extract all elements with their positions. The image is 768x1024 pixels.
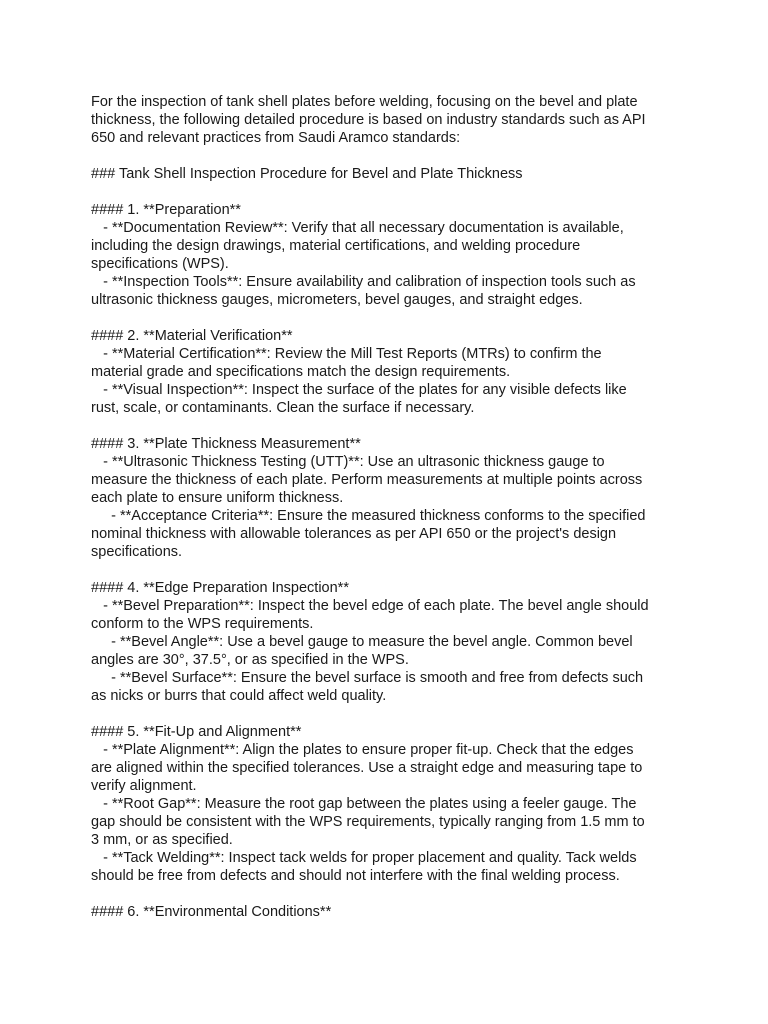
section-line: nominal thickness with allowable tolerances as per API 650 or the project's design: [91, 526, 617, 542]
section-line: are aligned within the specified tolerances. Use a straight edge and measuring tape to: [91, 760, 643, 776]
document-title: ### Tank Shell Inspection Procedure for Bevel and Plate Thickness: [91, 166, 523, 182]
document-body: [91, 93, 681, 939]
section-line: including the design drawings, material certifications, and welding procedure: [91, 238, 581, 254]
section-heading: #### 4. **Edge Preparation Inspection**: [91, 580, 349, 596]
section-line: - **Inspection Tools**: Ensure availability and calibration of inspection tools such as: [91, 274, 636, 290]
section-heading: #### 6. **Environmental Conditions**: [91, 904, 332, 920]
section-heading: #### 5. **Fit-Up and Alignment**: [91, 724, 302, 740]
section-line: each plate to ensure uniform thickness.: [91, 490, 344, 506]
intro-line: For the inspection of tank shell plates before welding, focusing on the bevel and plate: [91, 94, 638, 110]
section-line: as nicks or burrs that could affect weld quality.: [91, 688, 387, 704]
section-line: specifications.: [91, 544, 183, 560]
intro-line: 650 and relevant practices from Saudi Aramco standards:: [91, 130, 461, 146]
section-line: measure the thickness of each plate. Perform measurements at multiple points across: [91, 472, 643, 488]
section-fit-up-alignment: [91, 723, 681, 885]
intro-paragraph: [91, 93, 681, 147]
section-line: 3 mm, or as specified.: [91, 832, 233, 848]
section-line: conform to the WPS requirements.: [91, 616, 314, 632]
section-line: - **Acceptance Criteria**: Ensure the measured thickness conforms to the specified: [91, 508, 646, 524]
section-line: - **Bevel Preparation**: Inspect the bevel edge of each plate. The bevel angle should: [91, 598, 649, 614]
section-line: - **Root Gap**: Measure the root gap between the plates using a feeler gauge. The: [91, 796, 637, 812]
section-line: - **Visual Inspection**: Inspect the surface of the plates for any visible defects like: [91, 382, 627, 398]
section-line: angles are 30°, 37.5°, or as specified in the WPS.: [91, 652, 409, 668]
section-line: should be free from defects and should not interfere with the final welding process.: [91, 868, 620, 884]
section-preparation: [91, 201, 681, 309]
section-edge-preparation: [91, 579, 681, 705]
section-material-verification: [91, 327, 681, 417]
section-line: - **Plate Alignment**: Align the plates to ensure proper fit-up. Check that the edges: [91, 742, 634, 758]
section-line: specifications (WPS).: [91, 256, 229, 272]
section-line: rust, scale, or contaminants. Clean the surface if necessary.: [91, 400, 475, 416]
section-line: material grade and specifications match the design requirements.: [91, 364, 511, 380]
section-line: - **Tack Welding**: Inspect tack welds for proper placement and quality. Tack welds: [91, 850, 637, 866]
section-line: - **Material Certification**: Review the Mill Test Reports (MTRs) to confirm the: [91, 346, 602, 362]
section-line: ultrasonic thickness gauges, micrometers, bevel gauges, and straight edges.: [91, 292, 583, 308]
section-plate-thickness: [91, 435, 681, 561]
section-heading: #### 3. **Plate Thickness Measurement**: [91, 436, 361, 452]
intro-line: thickness, the following detailed procedure is based on industry standards such as API: [91, 112, 646, 128]
section-line: - **Ultrasonic Thickness Testing (UTT)**: Use an ultrasonic thickness gauge to: [91, 454, 605, 470]
section-line: - **Documentation Review**: Verify that all necessary documentation is available,: [91, 220, 624, 236]
section-line: gap should be consistent with the WPS requirements, typically ranging from 1.5 mm to: [91, 814, 645, 830]
section-line: verify alignment.: [91, 778, 197, 794]
section-heading: #### 2. **Material Verification**: [91, 328, 293, 344]
section-line: - **Bevel Angle**: Use a bevel gauge to measure the bevel angle. Common bevel: [91, 634, 633, 650]
section-heading: #### 1. **Preparation**: [91, 202, 241, 218]
section-line: - **Bevel Surface**: Ensure the bevel surface is smooth and free from defects such: [91, 670, 644, 686]
section-environmental-conditions: [91, 903, 681, 921]
